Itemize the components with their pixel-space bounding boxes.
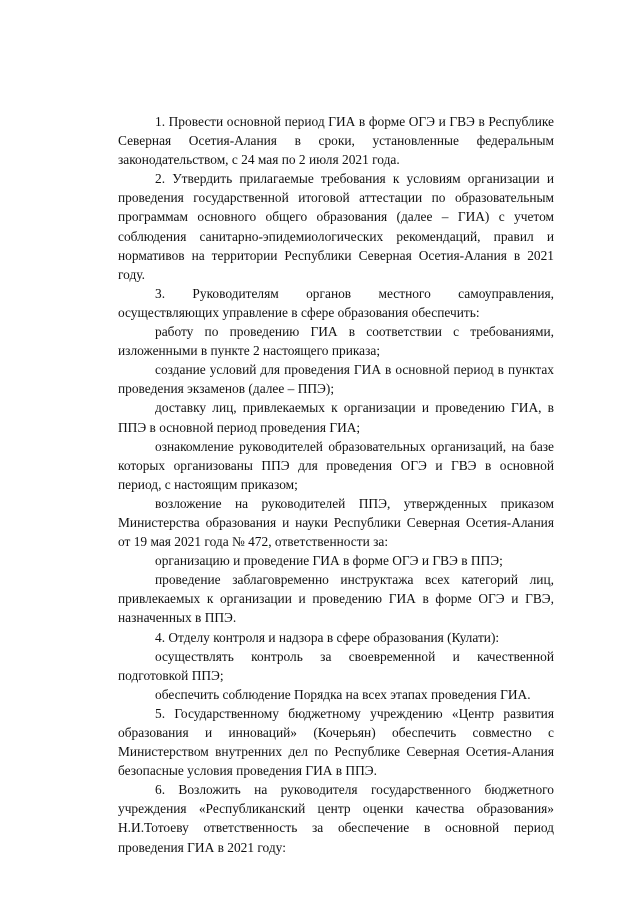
paragraph-3-item-3: доставку лиц, привлекаемых к организации и проведению ГИА, в ППЭ в основной период проведения ГИА;	[118, 400, 554, 435]
paragraph-2: 2. Утвердить прилагаемые требования к условиям организации и проведения государственной итоговой аттестации по образовательным программам основного общего образования (далее – ГИА) с учетом соблюдения санитарно-эпидемиологических рекомендаций, правил и нормативов на территории Республики Северная Осетия-Алания в 2021 году.	[118, 171, 554, 282]
paragraph-3-item-2: создание условий для проведения ГИА в основной период в пунктах проведения экзаменов (далее – ППЭ);	[118, 362, 554, 397]
paragraph-5: 5. Государственному бюджетному учреждению «Центр развития образования и инноваций» (Кочерьян) обеспечить совместно с Министерством внутренних дел по Республике Северная Осетия-Алания безопасные условия проведения ГИА в ППЭ.	[118, 705, 554, 779]
paragraph-3-item-4: ознакомление руководителей образовательных организаций, на базе которых организованы ППЭ для проведения ОГЭ и ГВЭ в основной период, с настоящим приказом;	[118, 438, 554, 492]
paragraph-3-subitem-1: организацию и проведение ГИА в форме ОГЭ и ГВЭ в ППЭ;	[155, 553, 503, 569]
paragraph-3-item-1: работу по проведению ГИА в соответствии с требованиями, изложенными в пункте 2 настоящего приказа;	[118, 324, 554, 359]
paragraph-1: 1. Провести основной период ГИА в форме ОГЭ и ГВЭ в Республике Северная Осетия-Алания в сроки, установленные федеральным законодательством, с 24 мая по 2 июля 2021 года.	[118, 114, 554, 168]
paragraph-3: 3. Руководителям органов местного самоуправления, осуществляющих управление в сфере образования обеспечить:	[118, 285, 554, 320]
paragraph-4-item-2: обеспечить соблюдение Порядка на всех этапах проведения ГИА.	[155, 686, 531, 702]
paragraph-4: 4. Отделу контроля и надзора в сфере образования (Кулати):	[155, 629, 500, 645]
paragraph-3-subitem-2: проведение заблаговременно инструктажа всех категорий лиц, привлекаемых к организации и проведению ГИА в форме ОГЭ и ГВЭ, назначенных в ППЭ.	[118, 572, 554, 626]
document-body	[118, 112, 554, 857]
paragraph-6: 6. Возложить на руководителя государственного бюджетного учреждения «Республиканский центр оценки качества образования» Н.И.Тотоеву ответственность за обеспечение в основной период проведения ГИА в 2021 году:	[118, 782, 554, 855]
paragraph-3-item-5: возложение на руководителей ППЭ, утвержденных приказом Министерства образования и науки Республики Северная Осетия-Алания от 19 мая 2021 года № 472, ответственности за:	[118, 495, 554, 550]
paragraph-4-item-1: осуществлять контроль за своевременной и качественной подготовкой ППЭ;	[118, 648, 554, 683]
